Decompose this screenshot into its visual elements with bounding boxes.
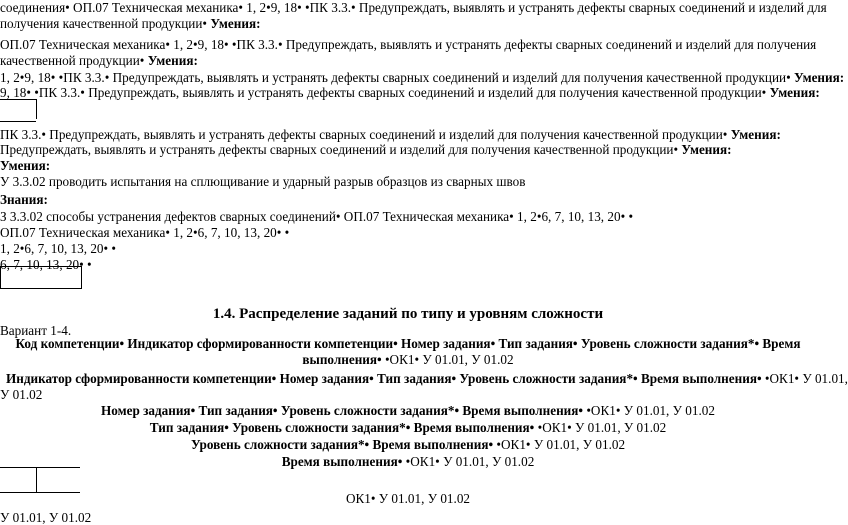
variant-label: Вариант 1-4. bbox=[0, 323, 72, 338]
table-header-line-6-bold: Тип задания• Уровень сложности задания*• Время выполнения• bbox=[149, 420, 538, 435]
text-line-6 bbox=[0, 85, 820, 100]
table-header-line-2 bbox=[0, 352, 816, 367]
table-header-line-2-tail: •ОК1• У 01.01, У 01.02 bbox=[384, 352, 514, 367]
knowledge-line-4: 6, 7, 10, 13, 20• • bbox=[0, 257, 92, 272]
text-line-2 bbox=[0, 16, 260, 31]
table-header-line-8-bold: Время выполнения• bbox=[281, 454, 406, 469]
text-line-5 bbox=[0, 70, 844, 85]
skills-label: Умения: bbox=[207, 16, 261, 31]
text-line-4 bbox=[0, 53, 198, 68]
section-heading: 1.4. Распределение заданий по типу и уровням сложности bbox=[212, 306, 604, 322]
skills-label: Умения: bbox=[766, 85, 820, 100]
text-line-6-content: 9, 18• •ПК 3.3.• Предупреждать, выявлять и устранять дефекты сварных соединений и изделий для получения качественной продукции• bbox=[0, 85, 767, 100]
table-header-line-4: У 01.02 bbox=[0, 387, 43, 402]
table-header-line-8-tail: •ОК1• У 01.01, У 01.02 bbox=[405, 454, 535, 469]
skills-label: Умения: bbox=[790, 70, 845, 85]
table-border bbox=[36, 99, 37, 119]
text-line-1 bbox=[0, 0, 827, 15]
text-line-3-content: ОП.07 Техническая механика• 1, 2•9, 18• •ПК 3.3.• Предупреждать, выявлять и устранять дефекты сварных соединений и изделий для получения bbox=[0, 37, 817, 52]
text-line-5-content: 1, 2•9, 18• •ПК 3.3.• Предупреждать, выявлять и устранять дефекты сварных соединений и изделий для получения качественной продукции• bbox=[0, 70, 791, 85]
table-header-line-1: Код компетенции• Индикатор сформированности компетенции• Номер задания• Тип задания• Уровень сложности задания*• Время bbox=[15, 336, 801, 351]
table-header-line-5-bold: Номер задания• Тип задания• Уровень сложности задания*• Время выполнения• bbox=[101, 403, 587, 418]
text-line-3 bbox=[0, 37, 816, 52]
table-header-line-3 bbox=[6, 371, 848, 386]
text-line-4-content: качественной продукции• bbox=[0, 53, 145, 68]
skills-label: Умения: bbox=[144, 53, 198, 68]
skills-label: Умения: bbox=[727, 127, 781, 142]
knowledge-heading: Знания: bbox=[0, 192, 48, 207]
table-header-line-7-bold: Уровень сложности задания*• Время выполнения• bbox=[190, 437, 497, 452]
table-cell-skills: У 01.01, У 01.02 bbox=[0, 510, 92, 525]
table-cell-ok: ОК1• У 01.01, У 01.02 bbox=[345, 491, 471, 506]
knowledge-line-2: ОП.07 Техническая механика• 1, 2•6, 7, 10, 13, 20• • bbox=[0, 225, 290, 240]
table-border bbox=[0, 121, 36, 122]
table-header-line-5-tail: •ОК1• У 01.01, У 01.02 bbox=[586, 403, 715, 418]
table-header-line-7 bbox=[0, 437, 816, 452]
text-line-2-content: получения качественной продукции• bbox=[0, 16, 208, 31]
table-border bbox=[0, 467, 80, 468]
text-line-7 bbox=[0, 127, 781, 142]
table-header-line-3-tail: •ОК1• У 01.01, bbox=[764, 371, 848, 386]
text-line-1-content: соединения• ОП.07 Техническая механика• 1, 2•9, 18• •ПК 3.3.• Предупреждать, выявлять и устранять дефекты сварных соединений и изделий для bbox=[0, 0, 827, 15]
table-header-line-6-tail: •ОК1• У 01.01, У 01.02 bbox=[537, 420, 667, 435]
skills-heading: Умения: bbox=[0, 158, 51, 173]
skills-label: Умения: bbox=[678, 142, 732, 157]
table-header-line-6 bbox=[0, 420, 816, 435]
table-border bbox=[36, 467, 37, 492]
knowledge-line-1: З 3.3.02 способы устранения дефектов сварных соединений• ОП.07 Техническая механика• 1, 2•6, 7, 10, 13, 20• • bbox=[0, 209, 634, 224]
table-header-line-5 bbox=[0, 403, 816, 418]
text-line-8 bbox=[0, 142, 732, 157]
skill-item: У 3.3.02 проводить испытания на сплющивание и ударный разрыв образцов из сварных швов bbox=[0, 174, 526, 189]
table-header-line-2-bold: выполнения• bbox=[302, 352, 385, 367]
table-header-line-8 bbox=[0, 454, 816, 469]
text-line-8-content: Предупреждать, выявлять и устранять дефекты сварных соединений и изделий для получения качественной продукции• bbox=[0, 142, 679, 157]
empty-table-cell bbox=[0, 266, 82, 289]
table-border bbox=[0, 99, 36, 100]
table-header-line-7-tail: •ОК1• У 01.01, У 01.02 bbox=[496, 437, 626, 452]
text-line-7-content: ПК 3.3.• Предупреждать, выявлять и устранять дефекты сварных соединений и изделий для получения качественной продукции• bbox=[0, 127, 728, 142]
knowledge-line-3: 1, 2•6, 7, 10, 13, 20• • bbox=[0, 241, 117, 256]
table-header-line-3-bold: Индикатор сформированности компетенции• Номер задания• Тип задания• Уровень сложности задания*• Время выполнения• bbox=[6, 371, 765, 386]
